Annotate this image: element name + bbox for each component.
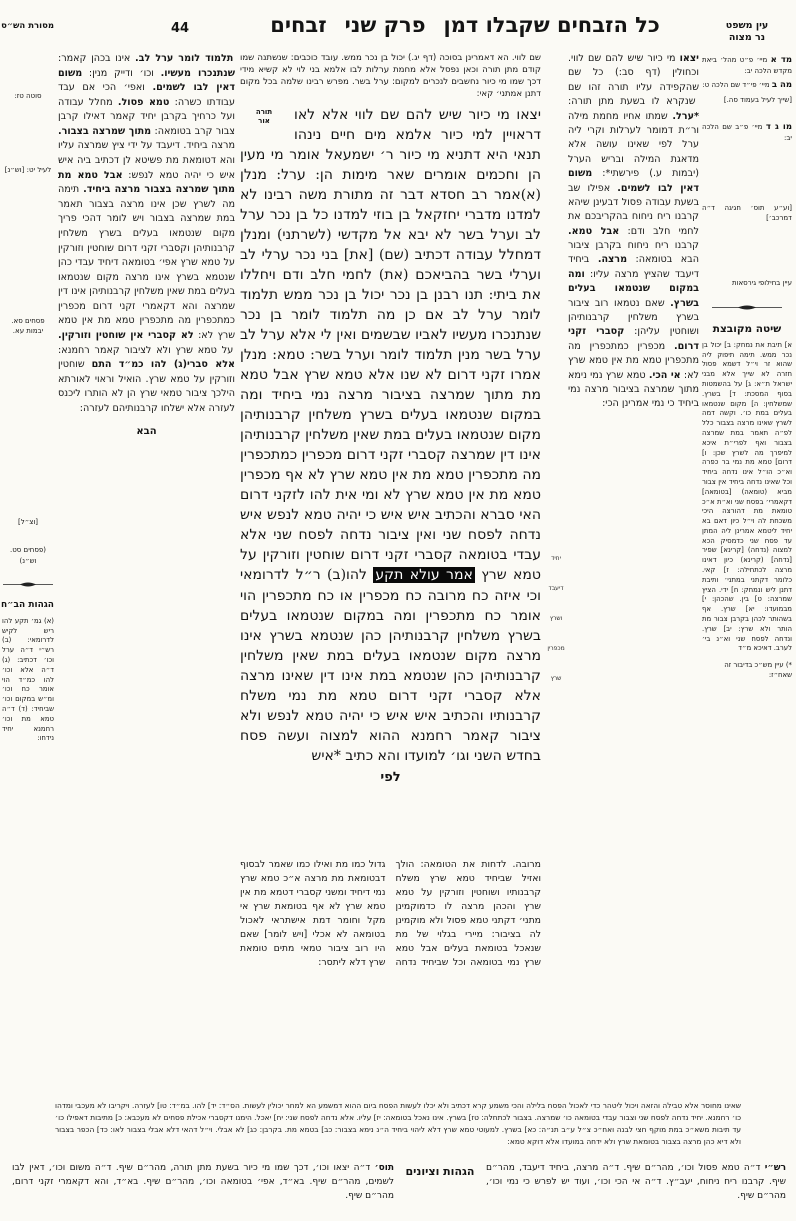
ein-mishpat-entry: מה ב מיי׳ פי״ד שם הלכה ט:	[702, 80, 792, 91]
gemara-text-after-highlight: להו(ב) ר״ל לדרומאי וכי איזה כח מרובה כח מכפרין או כח מתכפרין הוי אומר כח מתכפרין ומה במקום שנטמאו בעלים בשרץ משלחין קרבנותיהן כהן שנטמא בשרץ אינו מרצה מקום שנטמאו בעלים במת שאין משלחין קרבנותיהן כהן שנטמא במת אינו דין שאינו מרצה אלא קסברי זקני דרום טמא מת נמי משלח קרבנותיו והכתיב איש איש כי יהיה טמא לנפש ולא ציבור קאמר רחמנא ההוא למצוה ועשה פסח בחדש השני וגו׳ למועדו והא כתיב *איש	[240, 567, 541, 764]
rashi-text: שמתו אחיו מחמת מילה ור״ת דמומר לערלות וקרי ליה ערל לפי שאינו עושה אלא מדאגת המילה ובריש הערל (יבמות ע.) פירשתי*:	[568, 110, 699, 180]
masoret-hashas-margin	[2, 20, 54, 744]
rashi-text: קרבנו ריח ניחוח בקרבן ציבור הבא בטומאה:	[568, 240, 699, 266]
tosafot-catchword: הבא	[136, 426, 157, 438]
perek-label: פרק שני	[344, 12, 426, 37]
chapter-name: כל הזבחים שקבלו דמן	[443, 12, 660, 37]
rashi-text: ביחיד דיעבד שהציץ מרצה עליו:	[568, 254, 699, 280]
rashi-citation-label: רש״י	[764, 1163, 786, 1173]
ein-mishpat-margin	[702, 20, 792, 680]
shitah-mekubetzet-title: שיטה מקובצת	[712, 322, 782, 335]
shitah-footnote: *) עיין מש״כ בדיבור זה שאח״ז:	[724, 661, 792, 680]
torah-or-fragment: מכפרין	[547, 645, 565, 652]
rashi-lead: קסברי זקני דרום.	[568, 326, 699, 352]
hagahot-bach-title: הגהות הב״ח	[0, 600, 54, 611]
tosafot-text: מחלל עבודה ועל כרחיך בקרבן יחיד קאמר דאילו קרבן צבור קרב בטומאה:	[58, 96, 235, 137]
rashi-lead: אי הכי.	[648, 369, 681, 381]
tosafot-citation-label: תוס׳	[374, 1163, 394, 1173]
citations-tosafot: תוס׳ ד״ה יצאו וכו׳, דכך שמו מי כיור בשעת מתן תורה, מהר״ם שיף. ד״ה משום וכו׳, דאין לבו לשמים, מהר״ם שיף. בא״ד, אפי׳ בטומאה וכו׳, מהר״ם שיף. בא״ד, והא דקאמרי זקני דרום, מהר״ם שיף.	[12, 1163, 394, 1201]
torah-or-fragment: יחיד	[551, 555, 561, 562]
rashi-lead: אבל טמא.	[568, 225, 620, 237]
torah-or-fragment: שרץ	[550, 675, 562, 682]
gemara-text-before-highlight: יצאו מי כיור שיש להם שם לווי אלא לאו דראויין למי כיור אלמא מים חיים נינהו תנאי היא דתניא מי כיור ר׳ ישמעאל אומר מי מעין הן וחכמים אומרים שאר מימות הן: ערל: מנלן (א)אמר רב חסדא דבר זה מתורת משה רבינו לא למדנו מדברי יחזקאל בן בוזי למדנו כל בן נכר ערל לב וערל בשר לא יבא אל מקדשי (לשרתני) ומנלן דמחלל עבודה דכתיב (שם) [את] בני נכר ערלי לב וערלי בשר בהביאכם (את) לחמי חלב ודם ויחללו את ביתי: תנו רבנן בן נכר יכול בן נכר ממש תלמוד לומר ערל לב אם כן מה תלמוד לומר בן נכר שנתנכרו מעשיו לאביו שבשמים ואין לי אלא ערל לב ערל בשר מנין תלמוד לומר וערל בשר: טמא: מנלן אמרו זקני דרום לא שנו אלא טמא שרץ אבל טמא מת מתוך שמרצה בציבור מרצה נמי ביחיד ומה במקום שנטמאו בעלים בשרץ משלחין קרבנותיהן מקום שנטמאו בעלים במת שאין משלחין קרבנותיהן אינו דין שמרצה קסברי זקני דרום מכפרין כמתכפרין מה מתכפרין טמא מת אין טמא שרץ לא אף מכפרין טמא מת אין טמא שרץ לא ומי אית להו לזקני דרום האי סברא והכתיב איש איש כי יהיה טמא לנפש איש נדחה לפסח שני ואין ציבור נדחה לפסח שני אלא עבדי בטומאה קסברי זקני דרום שוחטין וזורקין על טמא שרץ	[240, 107, 541, 584]
tractate-name: זבחים	[270, 12, 327, 37]
hagahot-bach-text: (א) גמ׳ תקע להו ריש לקיש לדרומאי: (ב) רש״י ד״ה ערל וכו׳ דכתיב: (ג) ד״ה אלא וכו׳ להו כמ״ד הוי אומר כח וכו׳ ומ״ש במקום וכו׳ שביחיד: (ד) ד״ה טמא מת וכו׳ רחמנא יחיד נידחו:	[2, 616, 54, 743]
rashi-lead: *ערל.	[672, 110, 699, 122]
tosafot-lead: מתוך שמרצה בצבור.	[58, 125, 152, 137]
rashi-text: מכפרין כמתכפרין מה מתכפרין טמא מת אין טמא שרץ לא:	[568, 340, 699, 381]
masoret-ref: סוטה טז:	[14, 91, 42, 100]
rashi-continuation: מרובה. לדחות את הטומאה: הולך ואזיל שביחיד טמא שרץ משלח קרבנותיו ושוחטין וזורקין על טמא שרץ והכהן מרצה לו כדמוקמינן מתני׳ דקתני טמא פסול ולא מוקמינן לה בציבור: מיירי בגלוי של מת שנאכל בטומאת בעלים אבל טמא שרץ נמי בטומאה וכל שביחיד נדחה גדול כמו מת ואילו כמו שאמר לבסוף דבטומאת מת מרצה א״כ טמא שרץ נמי דיחיד ומשני קסברי דטמא מת אין טמא שרץ לא אף בטומאת שרץ אי מקל וחומר דמת אישתראי לאכול בטומאה לא אכלי [ויש לומר] שאם היו רוב ציבור טמאי מתים טומאת שרץ דלא ליתסר:	[240, 859, 541, 968]
tosafot-text: שוחטין וזורקין על טמא שרץ. הואיל וראוי לאורתא הילכך ציבור טמאי שרץ הן לא הותרו ליכנס לעזרה אלא ישלחו קרבנותיהם לעזרה:	[58, 359, 235, 414]
rashi-text: מי כיור שיש להם שם לווי. וכחולין (דף סב:) כל שם שהקפידה עליו תורה זהו שם שנקרא לו בשעת מתן תורה:	[568, 53, 699, 108]
tosafot-column	[58, 52, 235, 440]
rashi-lead: מרצה.	[597, 254, 628, 266]
torah-or-fragment: ושרץ	[549, 615, 563, 622]
tosafot-lead: טמא פסול.	[117, 96, 170, 108]
divider-ornament-icon	[3, 580, 53, 589]
masoret-title: מסורת הש״ס	[1, 21, 54, 31]
page-title	[250, 12, 680, 37]
tosafot-lead: תלמוד לומר ערל לב.	[135, 53, 234, 64]
shitah-mekubetzet-text: א] תיבת את נמחק: ב] יכול בן נכר ממש. תימה תיפוק ליה שהוא זר וי״ל דשמא פסול חזרה לא שייך אלא מבני ישראל ת״א: ג] על בהשמטות בסוף המסכת: ד] בשרץ. שמשלחין: ה] מקום שנטמאו בעלים במת כו׳. וקשה דמה לשרץ שאינו מרצה בצבור כלל לפ״ה תאמר במת שמרצה בצבור ואף לפרי״ת איכא למיפרך מה לשרץ שכן: ו] דרום] טמא מת נמי בר כפרה וא״כ הו״ל אינו נדחה ביחיד וכל שאינו נדחה ביחיד אין צבור מביא (טומאה) [בטומאה] דקאמרי׳ בפסח שני וא״ת א״כ טומאת מת דהורצה היכי משכחת לה וי״ל כיון דאם בא יחיד ליטמא אמרינן ליה המתן עד פסח שני כדמסיק הכא למצוה (נדחה) [קרינא] שפיר [נדחה] (קרינא) כיון דאינו מרצה לכתחילה: ז] קאי. כלומר דקתני במתני׳ ותיבת דתנן ליש ונמחק: ח] ידי. הציץ שמרצה: ט] בין. שהכהן: י] מבמועדו: יא] שרץ. אף בשהותר לכהן בקרבן צבור מת הותר ולא שרץ: יב] שרץ. ונדחה לפסח שני וא״נ בי׳ לערב. דאיכא מ״ד	[702, 340, 792, 653]
torah-or-label: תורה אור	[255, 107, 273, 126]
bottom-notes: שאינו מחוסר אלא טבילה והזאה ויכול ליטהר כדי לאכול הפסח בלילה והכי משמע קרא דכתיב ולא יכלו לעשות הפסח ביום ההוא דמשמע הא למחר יכולין לעשות. הס״ד: יד] להו. במ״ד: טו] לעזרה. ויקריבו לא מעכבי ומדהו כו׳ רחמנא. יחיד נדחה לפסח שני וצבור עבדי בטומאה כו׳ שמרצה. בצבור לכתחלה: טז] בשרץ. אינו נאכל בטומאה: יז] עליו. אלא נדחה לפסח שני: יח] יאכל. הימנו דקסברי אכילת פסחים לא מעכבא: כ] מתיבות דאפילו כו׳ עד תיבות משא״כ במת מוקף חצי לבנה ואח״כ צ״ל ע״ב תנ״ה: כא] בשרץ. למעוטי טמא שרץ דלא ליהוי ביחיד ה״נ נימא בצבור: כב] בטמא מת. בקרבן: כג] לא אבלי. וי״ל דהאי דלא אבלי בצבור לאו: כד] הכפר בצבור ולא דיא כהן מרצה בצבור בטומאת שרץ ולא ידחה במועדו אלא דוקא טמא:	[55, 1101, 741, 1146]
gemara-body	[240, 105, 541, 766]
tosafot-text: אינו בכהן קאמר:	[58, 53, 136, 64]
gemara-catchword: לפי	[380, 769, 401, 785]
gemara-intro: שם לווי. הא דאמרינן בסוכה (דף יג.) יכול בן נכר ממש. עובד כוכבים: שנשתנה שמו קודם מתן תורה וכאן נפסל אלא מחמת ערלות לבו אלמא בני לוי לא קשיא מידי דכך שמו מי כיור נחשבים לנכרים למקום: ערל בשר. מפרש רבינו שלמה בכל מקום דתנן אמתני׳ קאי:	[240, 53, 541, 100]
ein-mishpat-entry: מד א מיי׳ פ״ט מהל׳ ביאת מקדש הלכה יב:	[702, 54, 792, 76]
tosafot-lead: אלא סברי(ג) להו כמ״ד התם	[91, 359, 235, 371]
gemara-column	[240, 52, 541, 785]
tosafot-text: וכו׳ ודייק מנין:	[82, 67, 161, 79]
gemara-highlight: אמר עולא תקע	[375, 567, 473, 584]
ein-mishpat-title: עין משפט נר מצוה	[725, 20, 769, 43]
hagahot-vetziyunim-block	[12, 1162, 786, 1204]
tosafot-text: תימה מה לשרץ שכן אינו מרצה בצבור תאמר במת שמרצה בצבור ויש לומר דהכי פריך מקום שנטמאו בעלים בשרץ משלחין קרבנותיהן וקסברי זקני דרום שוחטין וזורקין על טמא שרץ אפי׳ בטומאה דיחיד עבדי כהן שנטמא בשרץ אינו מרצה מקום שנטמאו בעלים במת שאין משלחין קרבנותיהן אינו דין שמרצה והא דקאמרי זקני דרום מכפרין כמתכפרין מה מתכפרין טמא מת אין טמא שרץ לא:	[58, 184, 235, 341]
ein-mishpat-entry: מו ג ד מיי׳ פ״ב שם הלכה יב:	[702, 121, 792, 142]
masoret-ref: פסחים סא. יבמות עא.	[11, 316, 45, 336]
ein-mishpat-entry: [וע״ע תוס׳ חגיגה ד״ה דמרכב׳]	[702, 204, 792, 223]
torah-or-fragment: דיעבד	[548, 585, 564, 592]
tosafot-text: מרצה ביחיד. דיעבד על ידי ציץ שמרצה עליו והא דטומאת מת פשיטא לן דכתיב ביה איש איש כי יהיה טמא לנפש:	[58, 140, 235, 181]
masoret-ref: (פסחים סט. וש״נ)	[10, 546, 46, 565]
citations-rashi: רש״י ד״ה טמא פסול וכו׳, מהר״ם שיף. ד״ה מרצה, ביחיד דיעבד, מהר״ם שיף. קרבנו ריח ניחוח, יעב״ץ. ד״ה אי הכי וכו׳, ועוד יש לפרש כי נמי וכו׳, מהר״ם שיף.	[486, 1163, 786, 1201]
rashi-text: אפילו שב בשעת עבודה פסול דבעינן שיהא קרבנו ריח ניחוח בהקריבכם את לחמי חלב ודם:	[568, 182, 700, 237]
ein-mishpat-entry: [שייך לעיל בעמוד סה.]	[723, 95, 792, 104]
tosafot-text-block	[58, 52, 235, 416]
masoret-ref: [וצ״ל]	[17, 517, 38, 526]
rashi-lead: יצאו	[679, 53, 699, 64]
divider-ornament-icon	[712, 303, 782, 312]
tosafot-lead: משום דאין לבו לשמים.	[58, 67, 235, 94]
tosafot-lead: שנתנכרו מעשיו.	[160, 67, 235, 79]
rashi-lead: משום דאין לבו לשמים.	[568, 168, 700, 194]
tosafot-lead: לא קסברי אין שוחטין וזורקין.	[58, 329, 194, 341]
page-number: 44	[170, 21, 190, 36]
tosafot-lead: אבל טמא מת מתוך שמרצה בצבור מרצה ביחיד.	[58, 169, 235, 196]
masoret-ref: לעיל יט: [וש״נ]	[4, 166, 52, 175]
rashi-text: שאם נטמאו רוב ציבור בשרץ משלחין קרבנותיהן ושוחטין עליהן:	[568, 297, 699, 338]
tosafot-text: על טמא שרץ ולא לציבור קאמר רחמנא:	[58, 344, 234, 356]
rashi-text-block	[568, 52, 699, 412]
rashi-text: טמא שרץ נמי נימא מתוך שמרצה בציבור מרצה נמי ביחיד כי נמי אמרינן הכי:	[568, 369, 699, 410]
rashi-column	[568, 52, 699, 412]
ein-mishpat-entry: עיין בחילופי גירסאות	[731, 279, 792, 288]
rashi-lead: ומה במקום שנטמאו בעלים בשרץ.	[568, 268, 699, 309]
citations-title: הגהות וציונים	[405, 1165, 475, 1178]
tosafot-text: ואפי׳ הכי אם עבד עבודתו כשרה:	[58, 82, 235, 108]
